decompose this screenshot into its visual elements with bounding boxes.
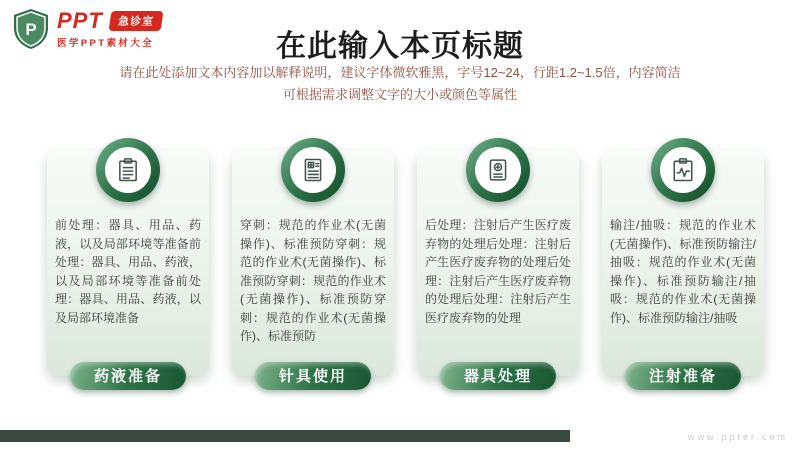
footer-accent-bar <box>0 430 570 442</box>
logo-ppt-text: PPT <box>57 8 103 33</box>
subtitle-line-1: 请在此处添加文本内容加以解释说明，建议字体微软雅黑，字号12~24，行距1.2~1.5倍，内容简洁 <box>119 65 681 80</box>
label-button-needle-use[interactable]: 针具使用 <box>255 362 371 390</box>
icon-circle <box>475 147 521 193</box>
card-injection-preparation <box>602 150 764 385</box>
subtitle-line-2: 可根据需求调整文字的大小或颜色等属性 <box>282 87 517 102</box>
card-liquid-preparation <box>47 150 209 385</box>
medical-document-icon <box>299 156 327 184</box>
icon-circle <box>660 147 706 193</box>
clipboard-list-icon <box>114 156 142 184</box>
card-body-text: 前处理：器具、用品、药液，以及局部环境等准备前处理：器具、用品、药液，以及局部环境等准备前处理：器具、用品、药液，以及局部环境准备 <box>55 218 201 325</box>
label-button-injection-prep[interactable]: 注射准备 <box>625 362 741 390</box>
card-body-text: 穿刺：规范的作业术(无菌操作)、标准预防穿刺：规范的作业术(无菌操作)、标准预防穿刺：规范的作业术(无菌操作)、标准预防穿刺：规范的作业术(无菌操作)、标准预防 <box>240 218 386 343</box>
icon-ring <box>96 138 160 202</box>
card-needle-use <box>232 150 394 385</box>
icon-circle <box>105 147 151 193</box>
label-button-equipment-disposal[interactable]: 器具处理 <box>440 362 556 390</box>
logo-badge: 急诊室 <box>108 11 163 31</box>
label-button-liquid-prep[interactable]: 药液准备 <box>70 362 186 390</box>
card-body-text: 后处理：注射后产生医疗废弃物的处理后处理：注射后产生医疗废弃物的处理后处理：注射后产生医疗废弃物的处理后处理：注射后产生医疗废弃物的处理 <box>425 218 571 325</box>
card-body-text: 输注/抽吸：规范的作业术(无菌操作)、标准预防输注/抽吸：规范的作业术(无菌操作)、标准预防输注/抽吸：规范的作业术(无菌操作)、标准预防输注/抽吸 <box>610 218 756 325</box>
icon-ring <box>281 138 345 202</box>
page-subtitle <box>0 62 800 106</box>
clipboard-pulse-icon <box>669 156 697 184</box>
shield-letter: P <box>25 20 37 39</box>
icon-circle <box>290 147 336 193</box>
icon-ring <box>651 138 715 202</box>
page-title: 在此输入本页标题 <box>276 30 524 63</box>
card-plus-icon <box>484 156 512 184</box>
card-equipment-disposal <box>417 150 579 385</box>
watermark-text: www.ppter.com <box>687 432 788 442</box>
icon-ring <box>466 138 530 202</box>
logo-tagline: 医学PPT素材大全 <box>57 38 155 49</box>
